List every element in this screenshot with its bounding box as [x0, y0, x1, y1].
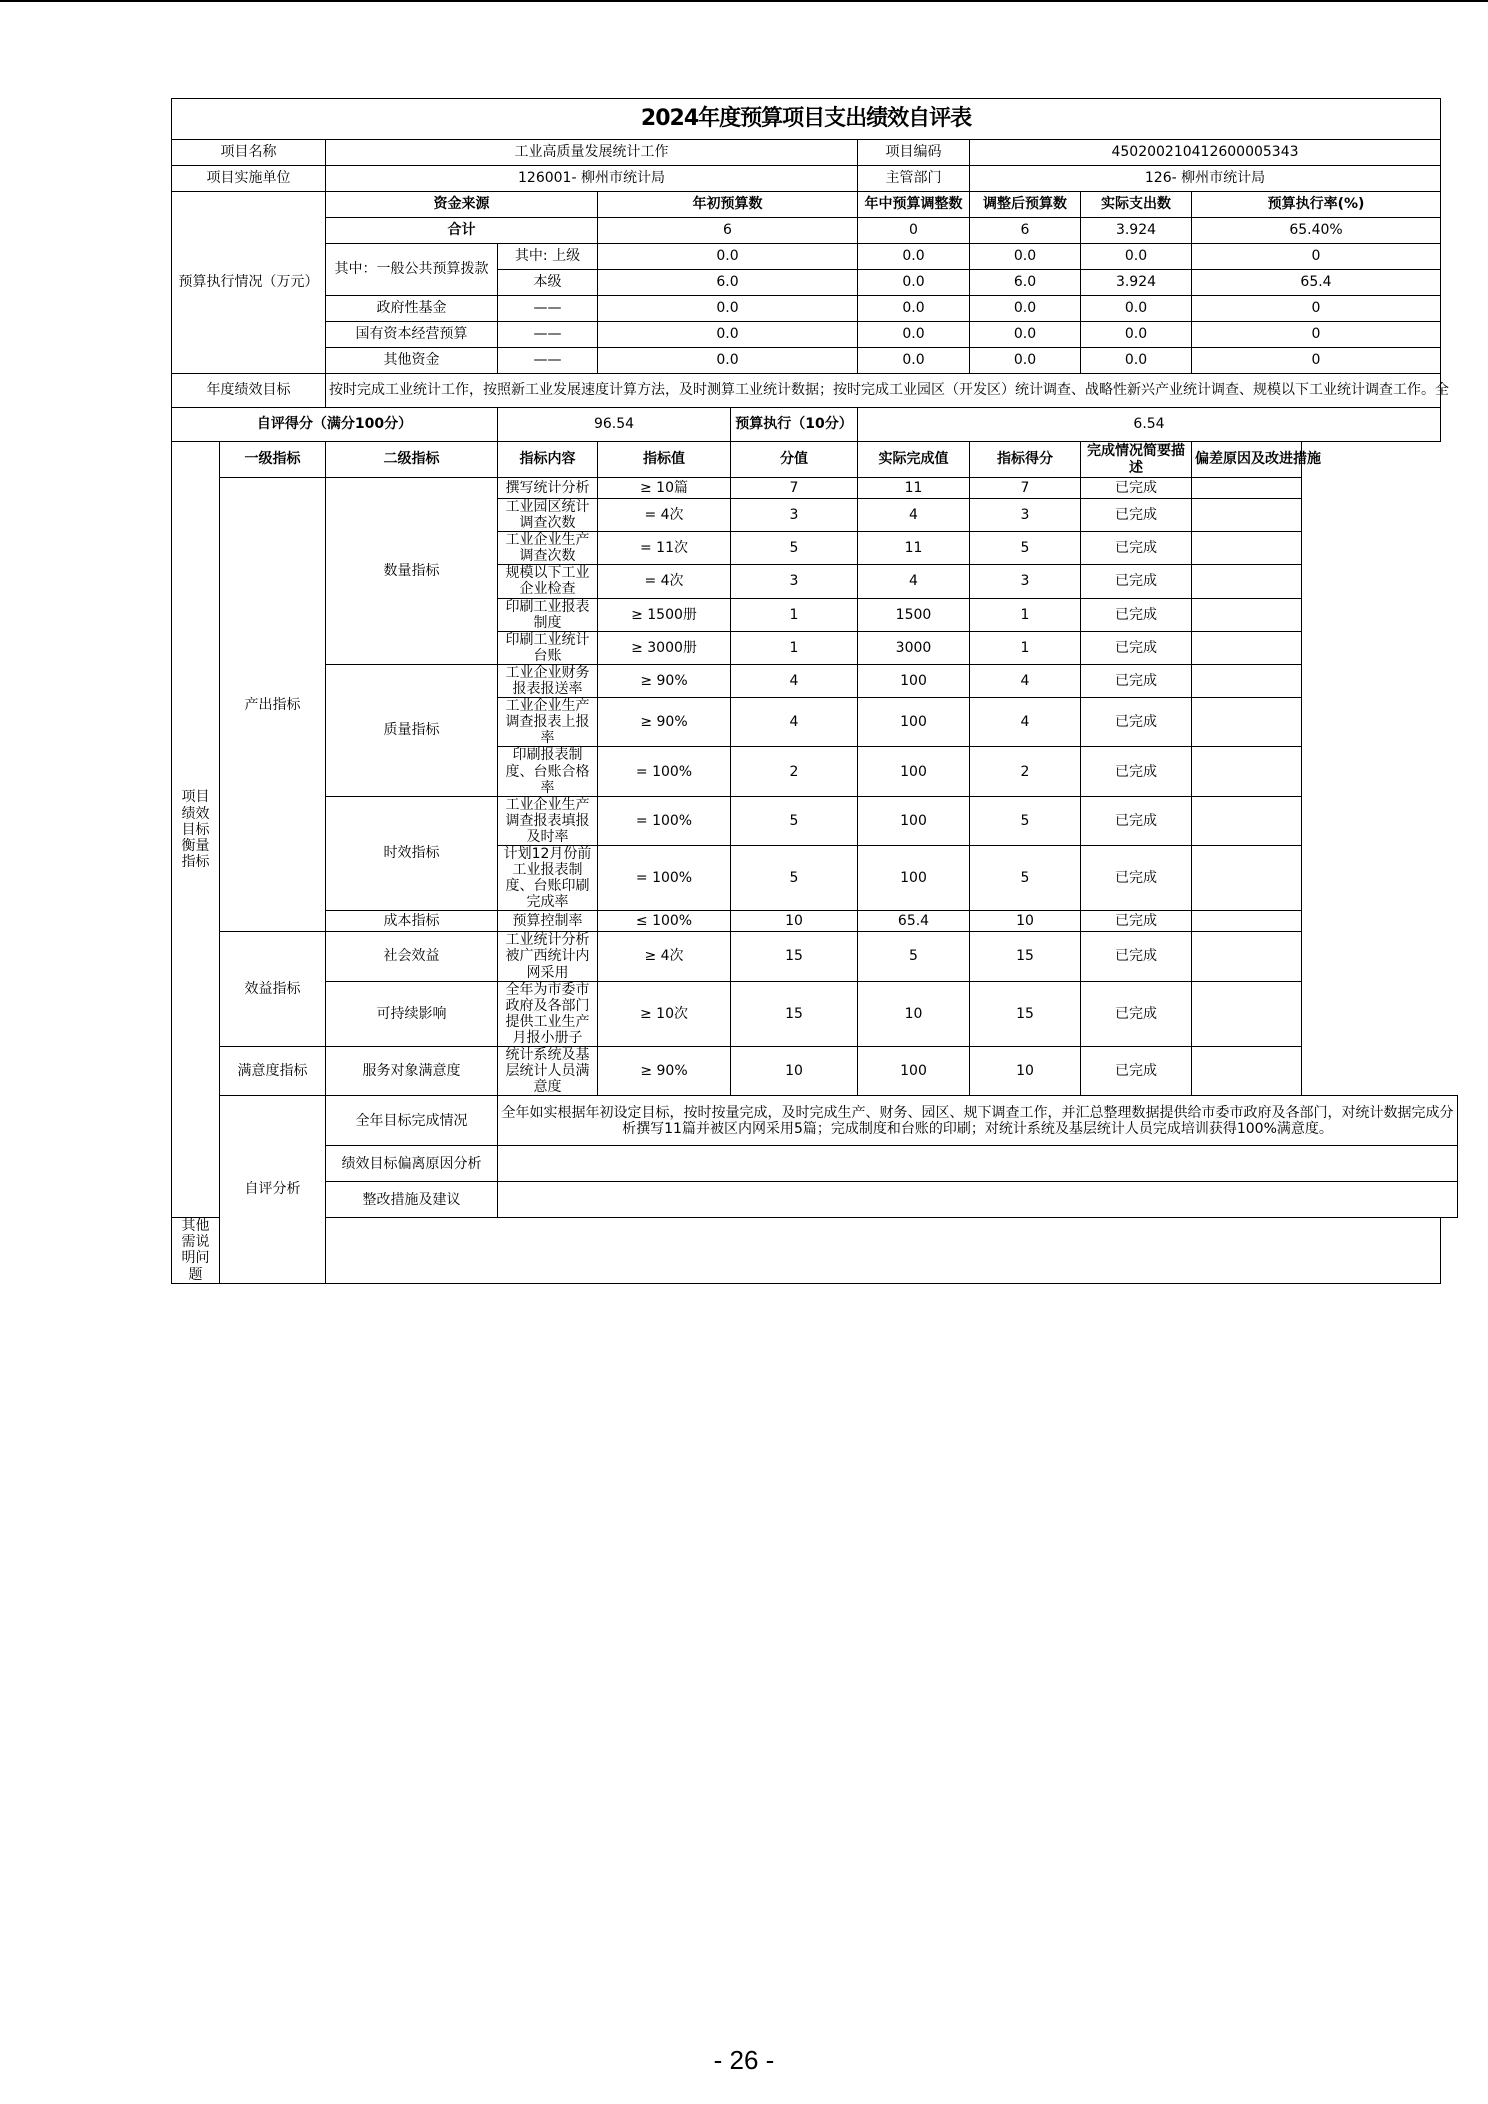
self-eval-section-label: 自评分析 — [220, 1096, 326, 1283]
budget-section-label: 预算执行情况（万元） — [172, 192, 326, 374]
indicator-target: ≥ 1500册 — [598, 598, 731, 631]
implementing-unit-label: 项目实施单位 — [172, 166, 326, 192]
indicator-score: 3 — [970, 499, 1081, 532]
indicator-reason — [1192, 796, 1302, 845]
indicator-actual: 100 — [858, 796, 970, 845]
indicator-reason — [1192, 698, 1302, 747]
indicator-target: ≥ 90% — [598, 698, 731, 747]
improvement-label: 整改措施及建议 — [326, 1182, 498, 1218]
indicator-score: 15 — [970, 981, 1081, 1046]
indicator-reason — [1192, 932, 1302, 981]
budget-cell: 0.0 — [970, 322, 1081, 348]
budget-dash: —— — [498, 322, 598, 348]
indicator-score: 4 — [970, 698, 1081, 747]
indicator-actual: 10 — [858, 981, 970, 1046]
project-code-label: 项目编码 — [858, 140, 970, 166]
indicator-status: 已完成 — [1081, 664, 1192, 697]
indicator-content: 工业企业生产调查次数 — [498, 532, 598, 565]
budget-cell: 0.0 — [970, 296, 1081, 322]
indicator-reason — [1192, 664, 1302, 697]
budget-cell: 0 — [1192, 296, 1441, 322]
department: 126- 柳州市统计局 — [970, 166, 1441, 192]
budget-cell: 0.0 — [858, 270, 970, 296]
indicator-header-score: 指标得分 — [970, 442, 1081, 478]
indicator-status: 已完成 — [1081, 698, 1192, 747]
indicator-status: 已完成 — [1081, 796, 1192, 845]
indicator-actual: 5 — [858, 932, 970, 981]
page-number: - 26 - — [713, 2045, 775, 2075]
indicator-header-level1: 一级指标 — [220, 442, 326, 478]
indicator-actual: 4 — [858, 565, 970, 598]
budget-cell: 0.0 — [858, 296, 970, 322]
budget-cell: 3.924 — [1081, 218, 1192, 244]
indicator-actual: 100 — [858, 845, 970, 910]
department-label: 主管部门 — [858, 166, 970, 192]
performance-evaluation-table — [171, 98, 1458, 1284]
budget-cell: 0.0 — [858, 322, 970, 348]
indicator-score: 7 — [970, 478, 1081, 499]
indicator-target: ≥ 90% — [598, 1047, 731, 1096]
annual-goal-text: 按时完成工业统计工作，按照新工业发展速度计算方法，及时测算工业统计数据；按时完成工业园区（开发区）统计调查、战略性新兴产业统计调查、规模以下工业统计调查工作。全 — [326, 374, 1441, 408]
table-row — [172, 1047, 1458, 1096]
budget-cell: 0.0 — [1081, 348, 1192, 374]
budget-header-source: 资金来源 — [326, 192, 598, 218]
self-score-value: 96.54 — [498, 408, 731, 442]
indicator-target: = 11次 — [598, 532, 731, 565]
budget-cell: 0.0 — [598, 244, 858, 270]
table-title: 2024年度预算项目支出绩效自评表 — [172, 99, 1441, 140]
indicator-actual: 3000 — [858, 631, 970, 664]
budget-cell: 65.40% — [1192, 218, 1441, 244]
other-issues-label: 其他需说明问题 — [172, 1218, 220, 1283]
indicator-weight: 1 — [731, 631, 858, 664]
indicator-status: 已完成 — [1081, 981, 1192, 1046]
indicator-weight: 5 — [731, 845, 858, 910]
indicator-reason — [1192, 981, 1302, 1046]
indicator-reason — [1192, 747, 1302, 796]
benefit-indicator-label: 效益指标 — [220, 932, 326, 1047]
timeliness-indicator-label: 时效指标 — [326, 796, 498, 911]
indicator-actual: 11 — [858, 532, 970, 565]
budget-header-actual: 实际支出数 — [1081, 192, 1192, 218]
indicator-weight: 10 — [731, 1047, 858, 1096]
budget-header-adjusted: 调整后预算数 — [970, 192, 1081, 218]
indicator-target: ≥ 10次 — [598, 981, 731, 1046]
table-row — [172, 911, 1458, 932]
quantity-indicator-label: 数量指标 — [326, 478, 498, 665]
indicator-content: 规模以下工业企业检查 — [498, 565, 598, 598]
deviation-text — [498, 1146, 1458, 1182]
budget-header-rate: 预算执行率(%) — [1192, 192, 1441, 218]
completion-text: 全年如实根据年初设定目标，按时按量完成，及时完成生产、财务、园区、规下调查工作，并汇总整理数据提供给市委市政府及各部门，对统计数据完成分析撰写11篇并被区内网采用5篇；完成制度和台账的印刷；对统计系统及基层统计人员完成培训获得100%满意度。 — [498, 1096, 1458, 1146]
top-border-line — [0, 0, 1488, 2]
table-row — [172, 664, 1458, 697]
project-name: 工业高质量发展统计工作 — [326, 140, 858, 166]
indicator-weight: 3 — [731, 499, 858, 532]
indicator-target: ≥ 90% — [598, 664, 731, 697]
cost-indicator-label: 成本指标 — [326, 911, 498, 932]
budget-cell: 0.0 — [1081, 244, 1192, 270]
project-code: 450200210412600005343 — [970, 140, 1441, 166]
budget-cell: 0 — [1192, 348, 1441, 374]
indicator-target: ≤ 100% — [598, 911, 731, 932]
indicator-target: = 4次 — [598, 565, 731, 598]
indicator-header-weight: 分值 — [731, 442, 858, 478]
indicator-content: 印刷工业报表制度 — [498, 598, 598, 631]
indicator-reason — [1192, 565, 1302, 598]
indicator-reason — [1192, 845, 1302, 910]
indicator-actual: 100 — [858, 664, 970, 697]
budget-cell: 0.0 — [598, 296, 858, 322]
indicator-content: 撰写统计分析 — [498, 478, 598, 499]
indicator-weight: 15 — [731, 981, 858, 1046]
indicator-reason — [1192, 598, 1302, 631]
indicator-score: 1 — [970, 631, 1081, 664]
indicator-content: 工业统计分析被广西统计内网采用 — [498, 932, 598, 981]
table-row — [172, 796, 1458, 845]
budget-cell: 0.0 — [970, 348, 1081, 374]
budget-row-label: 政府性基金 — [326, 296, 498, 322]
budget-general-label: 其中：一般公共预算拨款 — [326, 244, 498, 296]
budget-cell: 65.4 — [1192, 270, 1441, 296]
budget-cell: 6.0 — [598, 270, 858, 296]
implementing-unit: 126001- 柳州市统计局 — [326, 166, 858, 192]
indicator-weight: 15 — [731, 932, 858, 981]
budget-cell: 0.0 — [1081, 296, 1192, 322]
budget-cell: 0.0 — [1081, 322, 1192, 348]
budget-cell: 0.0 — [598, 348, 858, 374]
indicator-content: 预算控制率 — [498, 911, 598, 932]
indicator-content: 印刷工业统计台账 — [498, 631, 598, 664]
indicator-weight: 1 — [731, 598, 858, 631]
indicator-header-content: 指标内容 — [498, 442, 598, 478]
budget-cell: 0.0 — [858, 244, 970, 270]
budget-cell: 0 — [858, 218, 970, 244]
indicator-header-level2: 二级指标 — [326, 442, 498, 478]
budget-cell: 0.0 — [858, 348, 970, 374]
indicator-score: 4 — [970, 664, 1081, 697]
indicator-header-status: 完成情况简要描述 — [1081, 442, 1192, 478]
indicator-content: 统计系统及基层统计人员满意度 — [498, 1047, 598, 1096]
budget-cell: 0.0 — [598, 322, 858, 348]
improvement-text — [498, 1182, 1458, 1218]
indicator-target: = 100% — [598, 747, 731, 796]
indicator-target: ≥ 10篇 — [598, 478, 731, 499]
budget-cell: 0 — [1192, 322, 1441, 348]
budget-total-label: 合计 — [326, 218, 598, 244]
indicator-target: ≥ 4次 — [598, 932, 731, 981]
indicator-target: = 100% — [598, 796, 731, 845]
indicator-target: = 4次 — [598, 499, 731, 532]
budget-cell: 0 — [1192, 244, 1441, 270]
indicator-weight: 5 — [731, 532, 858, 565]
indicator-status: 已完成 — [1081, 598, 1192, 631]
indicator-weight: 4 — [731, 698, 858, 747]
project-name-label: 项目名称 — [172, 140, 326, 166]
service-satisfaction-label: 服务对象满意度 — [326, 1047, 498, 1096]
indicator-actual: 100 — [858, 747, 970, 796]
budget-upper-label: 其中: 上级 — [498, 244, 598, 270]
indicator-content: 工业企业生产调查报表填报及时率 — [498, 796, 598, 845]
budget-local-label: 本级 — [498, 270, 598, 296]
budget-execution-label: 预算执行（10分） — [731, 408, 858, 442]
indicator-weight: 10 — [731, 911, 858, 932]
indicator-content: 计划12月份前工业报表制度、台账印刷完成率 — [498, 845, 598, 910]
budget-header-adjust: 年中预算调整数 — [858, 192, 970, 218]
indicator-status: 已完成 — [1081, 499, 1192, 532]
indicator-reason — [1192, 1047, 1302, 1096]
indicator-header-actual: 实际完成值 — [858, 442, 970, 478]
table-row — [172, 981, 1458, 1046]
budget-row-label: 国有资本经营预算 — [326, 322, 498, 348]
output-indicator-label: 产出指标 — [220, 478, 326, 932]
budget-cell: 6.0 — [970, 270, 1081, 296]
other-issues-text — [326, 1218, 1441, 1283]
budget-execution-value: 6.54 — [858, 408, 1441, 442]
indicator-status: 已完成 — [1081, 565, 1192, 598]
indicator-target: = 100% — [598, 845, 731, 910]
indicator-actual: 100 — [858, 1047, 970, 1096]
indicator-reason — [1192, 478, 1302, 499]
indicator-header-target: 指标值 — [598, 442, 731, 478]
budget-dash: —— — [498, 296, 598, 322]
indicator-weight: 7 — [731, 478, 858, 499]
indicator-weight: 2 — [731, 747, 858, 796]
indicator-status: 已完成 — [1081, 845, 1192, 910]
indicator-reason — [1192, 499, 1302, 532]
quality-indicator-label: 质量指标 — [326, 664, 498, 796]
budget-cell: 6 — [970, 218, 1081, 244]
indicator-header-reason: 偏差原因及改进措施 — [1192, 442, 1302, 478]
budget-dash: —— — [498, 348, 598, 374]
indicator-reason — [1192, 631, 1302, 664]
indicator-content: 工业企业生产调查报表上报率 — [498, 698, 598, 747]
indicator-status: 已完成 — [1081, 1047, 1192, 1096]
indicator-status: 已完成 — [1081, 631, 1192, 664]
self-score-label: 自评得分（满分100分） — [172, 408, 498, 442]
sustainable-impact-label: 可持续影响 — [326, 981, 498, 1046]
budget-cell: 6 — [598, 218, 858, 244]
indicator-content: 全年为市委市政府及各部门提供工业生产月报小册子 — [498, 981, 598, 1046]
indicator-score: 5 — [970, 796, 1081, 845]
budget-cell: 3.924 — [1081, 270, 1192, 296]
indicator-status: 已完成 — [1081, 532, 1192, 565]
indicator-score: 3 — [970, 565, 1081, 598]
social-benefit-label: 社会效益 — [326, 932, 498, 981]
indicator-score: 10 — [970, 1047, 1081, 1096]
indicator-weight: 5 — [731, 796, 858, 845]
satisfaction-indicator-label: 满意度指标 — [220, 1047, 326, 1096]
completion-label: 全年目标完成情况 — [326, 1096, 498, 1146]
indicator-content: 印刷报表制度、台账合格率 — [498, 747, 598, 796]
indicator-reason — [1192, 532, 1302, 565]
indicator-status: 已完成 — [1081, 932, 1192, 981]
indicator-actual: 100 — [858, 698, 970, 747]
indicator-status: 已完成 — [1081, 911, 1192, 932]
indicator-weight: 3 — [731, 565, 858, 598]
deviation-label: 绩效目标偏离原因分析 — [326, 1146, 498, 1182]
budget-cell: 0.0 — [970, 244, 1081, 270]
indicator-content: 工业企业财务报表报送率 — [498, 664, 598, 697]
indicator-target: ≥ 3000册 — [598, 631, 731, 664]
indicator-score: 5 — [970, 532, 1081, 565]
table-row — [172, 932, 1458, 981]
indicator-reason — [1192, 911, 1302, 932]
indicator-score: 2 — [970, 747, 1081, 796]
indicator-content: 工业园区统计调查次数 — [498, 499, 598, 532]
table-row — [172, 478, 1458, 499]
indicator-actual: 65.4 — [858, 911, 970, 932]
indicator-actual: 1500 — [858, 598, 970, 631]
budget-header-initial: 年初预算数 — [598, 192, 858, 218]
indicator-score: 10 — [970, 911, 1081, 932]
indicator-score: 15 — [970, 932, 1081, 981]
indicator-weight: 4 — [731, 664, 858, 697]
indicator-actual: 11 — [858, 478, 970, 499]
indicator-score: 1 — [970, 598, 1081, 631]
budget-row-label: 其他资金 — [326, 348, 498, 374]
indicator-actual: 4 — [858, 499, 970, 532]
indicator-section-label: 项目绩效目标衡量指标 — [172, 442, 220, 1218]
indicator-status: 已完成 — [1081, 478, 1192, 499]
indicator-status: 已完成 — [1081, 747, 1192, 796]
indicator-score: 5 — [970, 845, 1081, 910]
annual-goal-label: 年度绩效目标 — [172, 374, 326, 408]
